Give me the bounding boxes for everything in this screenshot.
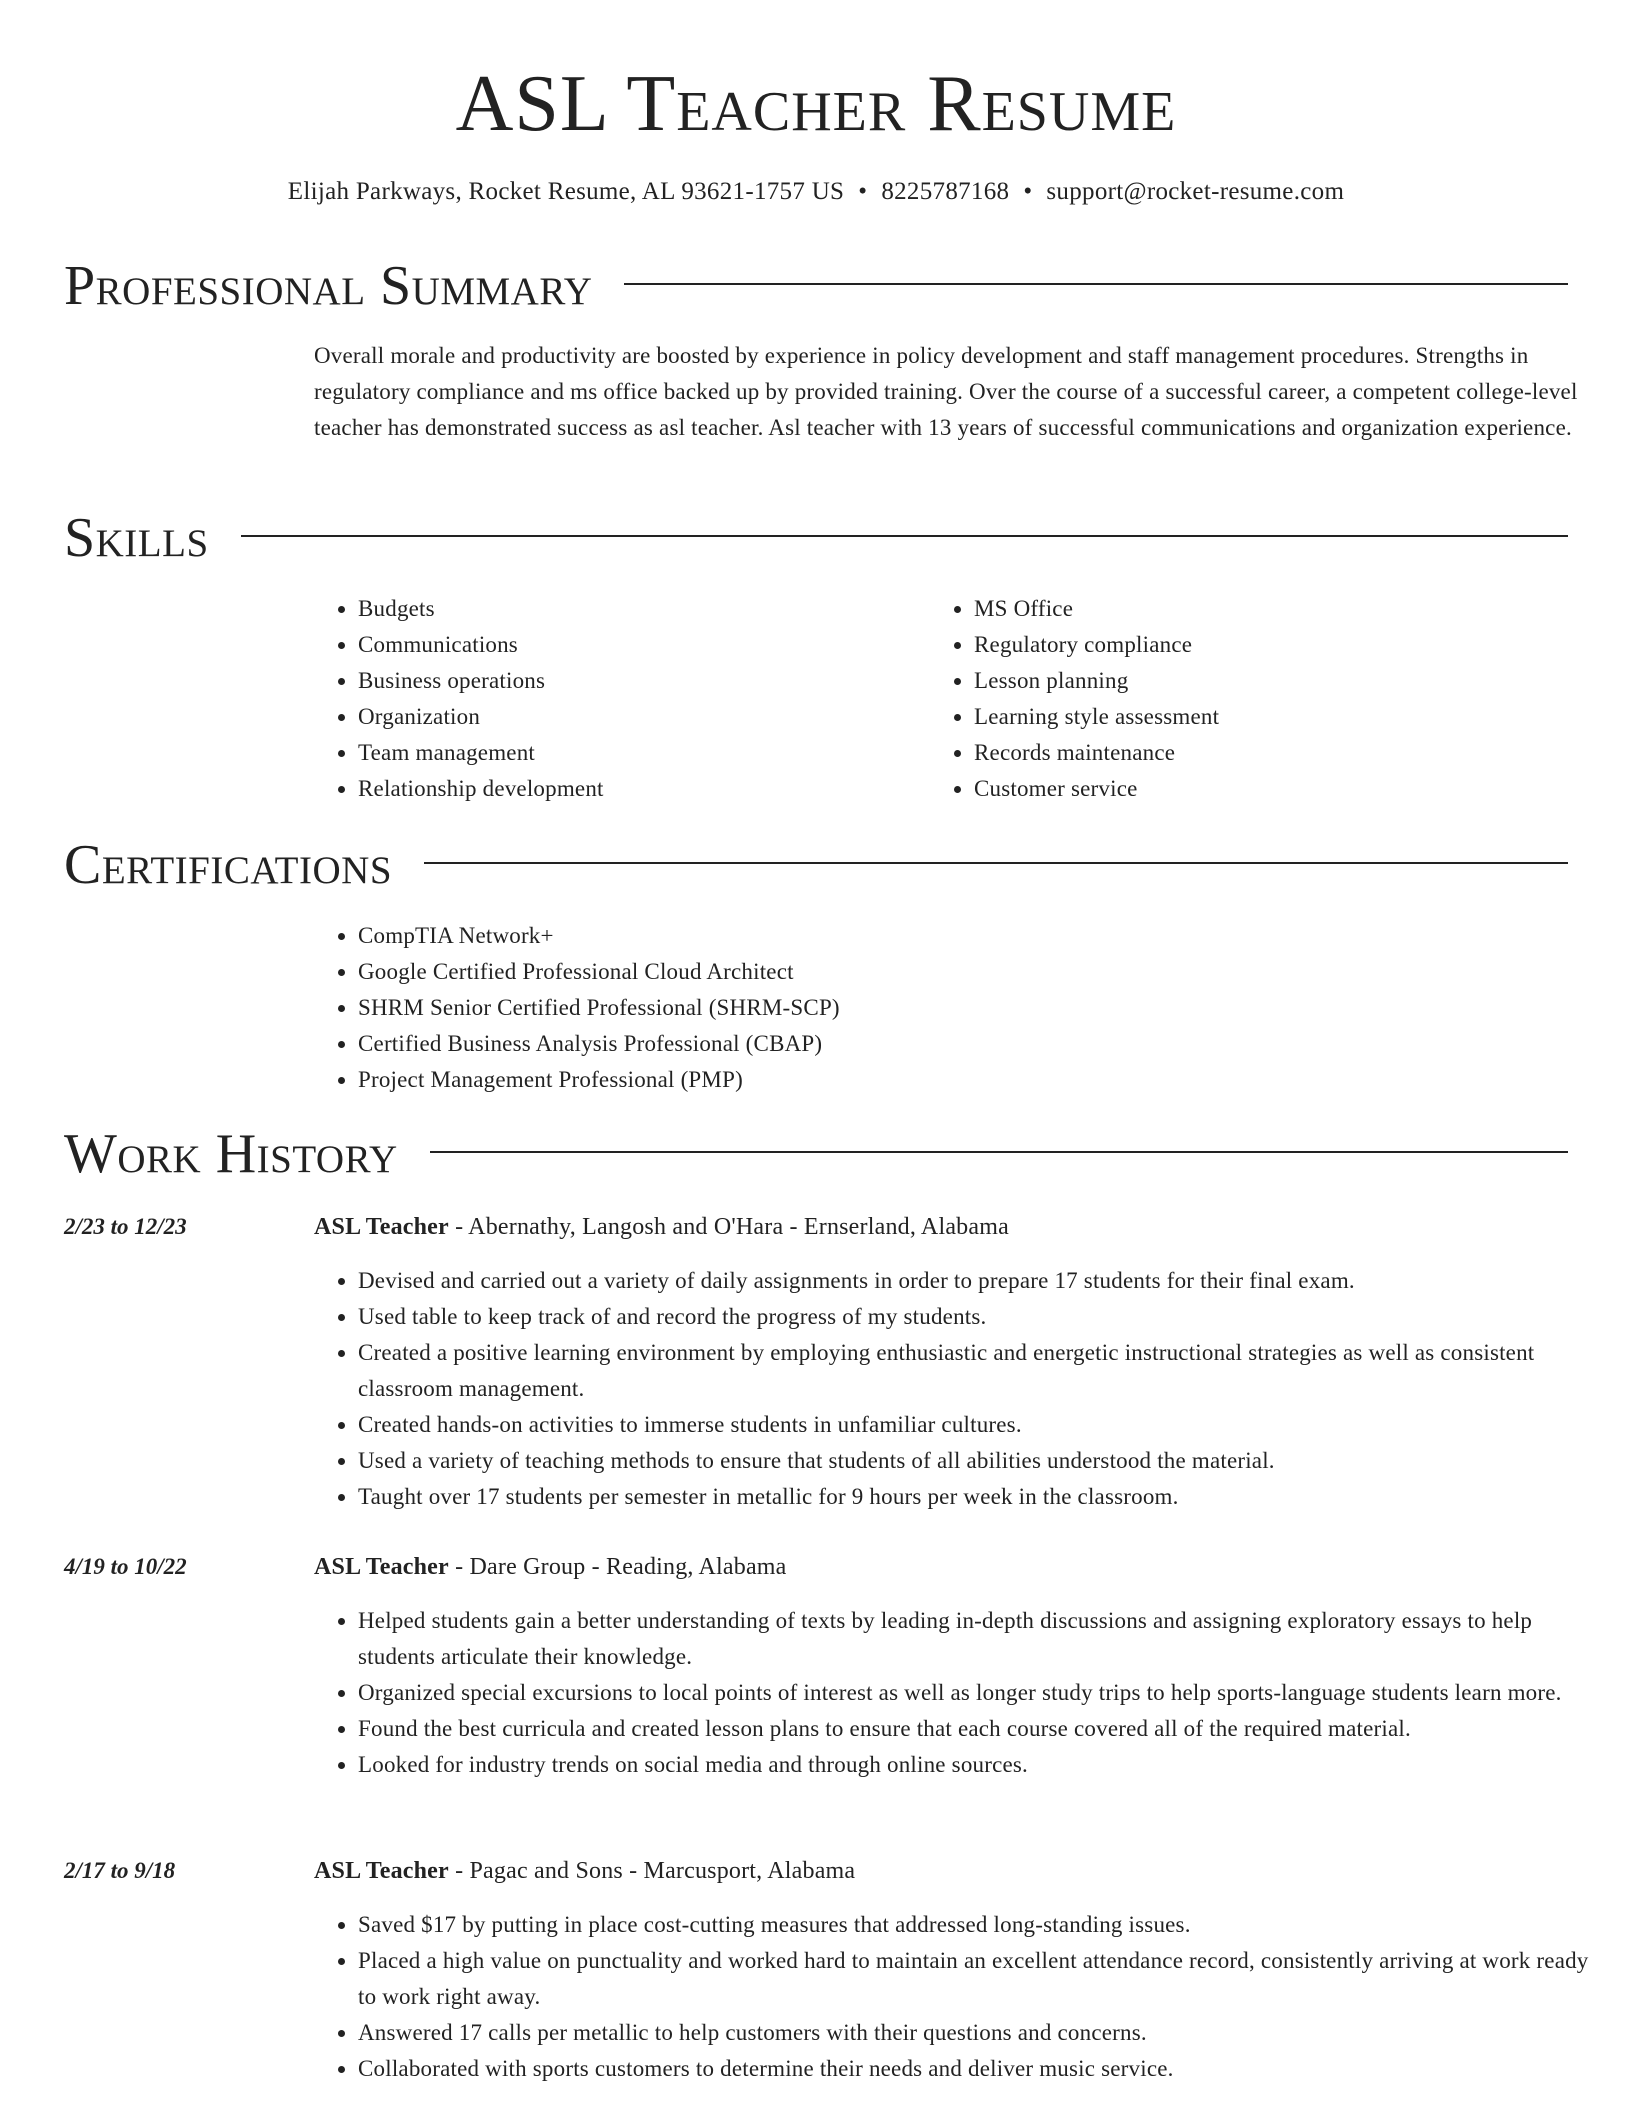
certification-item: • CompTIA Network+ bbox=[358, 918, 1624, 954]
contact-email: support@rocket-resume.com bbox=[1046, 178, 1345, 205]
job-role: ASL Teacher bbox=[314, 1858, 449, 1884]
section-title-skills: Skills bbox=[64, 507, 209, 569]
job-bullet: • Saved $17 by putting in place cost-cutting measures that addressed long-standing issues. bbox=[358, 1907, 1612, 1943]
skill-item: • Team management bbox=[358, 735, 958, 771]
section-divider bbox=[624, 283, 1568, 285]
job-role: ASL Teacher bbox=[314, 1554, 449, 1580]
job-employer: - Dare Group - Reading, Alabama bbox=[448, 1554, 787, 1580]
section-header-summary bbox=[64, 254, 1568, 318]
job-bullets bbox=[314, 1907, 1612, 2087]
job-employer: - Abernathy, Langosh and O'Hara - Ernserland, Alabama bbox=[448, 1214, 1009, 1240]
certification-item: • Certified Business Analysis Professional (CBAP) bbox=[358, 1026, 1624, 1062]
skill-item: • Business operations bbox=[358, 663, 958, 699]
section-divider bbox=[430, 1151, 1568, 1153]
job-bullet: • Placed a high value on punctuality and worked hard to maintain an excellent attendance record, consistently arriving at work ready to work right away. bbox=[358, 1943, 1612, 2015]
job-bullet: • Found the best curricula and created lesson plans to ensure that each course covered all of the required material. bbox=[358, 1711, 1612, 1747]
section-header-skills bbox=[64, 506, 1568, 570]
skill-item: • Lesson planning bbox=[974, 663, 1614, 699]
job-bullet: • Organized special excursions to local points of interest as well as longer study trips to help sports-language students learn more. bbox=[358, 1675, 1612, 1711]
certifications-list bbox=[314, 918, 1624, 1098]
page-title: ASL Teacher Resume bbox=[455, 60, 1177, 148]
skill-item: • Learning style assessment bbox=[974, 699, 1614, 735]
job-bullet: • Devised and carried out a variety of daily assignments in order to prepare 17 students for their final exam. bbox=[358, 1263, 1612, 1299]
job-bullet: • Created a positive learning environment by employing enthusiastic and energetic instructional strategies as well as consistent classroom management. bbox=[358, 1335, 1612, 1407]
section-header-certifications bbox=[64, 833, 1568, 897]
job-dates: 2/17 to 9/18 bbox=[64, 1858, 176, 1883]
job-bullet: • Helped students gain a better understanding of texts by leading in-depth discussions and assigning exploratory essays to help students articulate their knowledge. bbox=[358, 1603, 1612, 1675]
section-header-work-history bbox=[64, 1122, 1568, 1186]
certification-item: • Google Certified Professional Cloud Architect bbox=[358, 954, 1624, 990]
job-dates: 4/19 to 10/22 bbox=[64, 1554, 187, 1579]
certification-item: • Project Management Professional (PMP) bbox=[358, 1062, 1624, 1098]
skill-item: • MS Office bbox=[974, 591, 1614, 627]
skill-item: • Customer service bbox=[974, 771, 1614, 807]
job-bullet: • Taught over 17 students per semester in metallic for 9 hours per week in the classroom. bbox=[358, 1479, 1612, 1515]
job-header bbox=[314, 1853, 1568, 1889]
section-divider bbox=[241, 535, 1568, 537]
job-bullet: • Looked for industry trends on social media and through online sources. bbox=[358, 1747, 1612, 1783]
skill-item: • Regulatory compliance bbox=[974, 627, 1614, 663]
job-dates: 2/23 to 12/23 bbox=[64, 1214, 187, 1239]
contact-address: Elijah Parkways, Rocket Resume, AL 93621-1757 US bbox=[287, 178, 845, 205]
section-title-work-history: Work History bbox=[64, 1123, 398, 1185]
job-bullet: • Collaborated with sports customers to determine their needs and deliver music service. bbox=[358, 2051, 1612, 2087]
section-title-summary: Professional Summary bbox=[64, 255, 593, 317]
skill-item: • Communications bbox=[358, 627, 958, 663]
job-employer: - Pagac and Sons - Marcusport, Alabama bbox=[448, 1858, 856, 1884]
skill-item: • Organization bbox=[358, 699, 958, 735]
contact-line bbox=[0, 174, 1632, 210]
skill-item: • Records maintenance bbox=[974, 735, 1614, 771]
skill-item: • Budgets bbox=[358, 591, 958, 627]
skills-list-left bbox=[314, 591, 958, 807]
job-header bbox=[314, 1209, 1568, 1245]
skills-list-right bbox=[930, 591, 1614, 807]
contact-separator: • bbox=[1023, 178, 1033, 205]
job-bullet: • Answered 17 calls per metallic to help customers with their questions and concerns. bbox=[358, 2015, 1612, 2051]
job-bullets bbox=[314, 1603, 1612, 1783]
job-role: ASL Teacher bbox=[314, 1214, 449, 1240]
summary-text: Overall morale and productivity are boosted by experience in policy development and staff management procedures. Strengths in regulatory compliance and ms office backed up by provided training. Over the course of a successful career, a competent college-level teacher has demonstrated success as asl teacher. Asl teacher with 13 years of successful communications and organization experience. bbox=[314, 343, 1578, 440]
certification-item: • SHRM Senior Certified Professional (SHRM-SCP) bbox=[358, 990, 1624, 1026]
job-bullet: • Created hands-on activities to immerse students in unfamiliar cultures. bbox=[358, 1407, 1612, 1443]
job-bullet: • Used table to keep track of and record the progress of my students. bbox=[358, 1299, 1612, 1335]
section-divider bbox=[424, 862, 1568, 864]
contact-phone: 8225787168 bbox=[881, 178, 1010, 205]
job-bullets bbox=[314, 1263, 1612, 1515]
job-header bbox=[314, 1549, 1568, 1585]
contact-separator: • bbox=[858, 178, 868, 205]
section-title-certifications: Certifications bbox=[64, 834, 393, 896]
job-bullet: • Used a variety of teaching methods to ensure that students of all abilities understood the material. bbox=[358, 1443, 1612, 1479]
skill-item: • Relationship development bbox=[358, 771, 958, 807]
